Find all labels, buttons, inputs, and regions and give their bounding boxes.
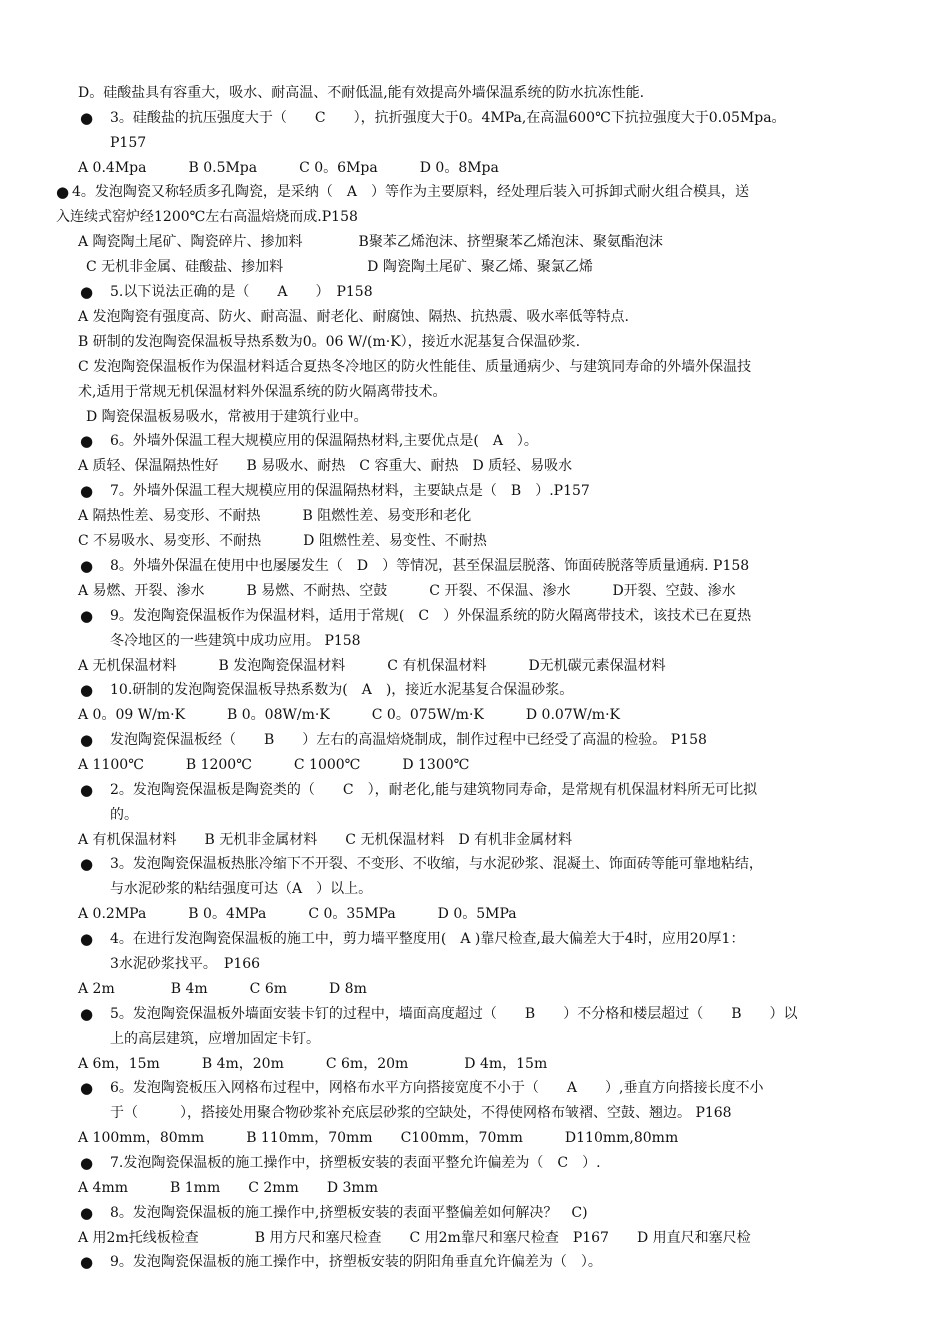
text-line: A 0.2MPa B 0。4MPa C 0。35MPa D 0。5MPa bbox=[78, 906, 517, 922]
text-line: A 6m，15m B 4m，20m C 6m，20m D 4m，15m bbox=[78, 1056, 548, 1072]
bullet-icon: ● bbox=[80, 781, 94, 799]
text-line: D 陶瓷保温板易吸水，常被用于建筑行业中。 bbox=[86, 409, 368, 425]
text-line: 于（ ），搭接处用聚合物砂浆补充底层砂浆的空缺处，不得使网格布皱褶、空鼓、翘边。 P168 bbox=[110, 1105, 732, 1121]
text-line: C 不易吸水、易变形、不耐热 D 阻燃性差、易变性、不耐热 bbox=[78, 533, 487, 549]
text-line: 8。外墙外保温在使用中也屡屡发生（ D ）等情况，甚至保温层脱落、饰面砖脱落等质量通病. P158 bbox=[110, 558, 750, 574]
bullet-icon: ● bbox=[80, 283, 94, 301]
text-line: A 陶瓷陶土尾矿、陶瓷碎片、掺加料 B聚苯乙烯泡沫、挤塑聚苯乙烯泡沫、聚氨酯泡沫 bbox=[78, 234, 663, 250]
bullet-icon: ● bbox=[80, 1204, 94, 1222]
text-line: 3水泥砂浆找平。 P166 bbox=[110, 956, 261, 972]
bullet-icon: ● bbox=[80, 731, 94, 749]
bullet-icon: ● bbox=[80, 1005, 94, 1023]
text-line: 4。在进行发泡陶瓷保温板的施工中，剪力墙平整度用( A )靠尺检查,最大偏差大于4时，应用20厚1： bbox=[110, 931, 745, 947]
text-line: A 2m B 4m C 6m D 8m bbox=[78, 981, 367, 997]
text-line: 冬冷地区的一些建筑中成功应用。 P158 bbox=[110, 633, 361, 649]
text-line: 2。发泡陶瓷保温板是陶瓷类的（ C ），耐老化,能与建筑物同寿命，是常规有机保温材料所无可比拟 bbox=[110, 782, 758, 798]
text-line: 入连续式窑炉经1200℃左右高温焙烧而成.P158 bbox=[56, 209, 358, 225]
bullet-icon: ● bbox=[80, 482, 94, 500]
bullet-icon: ● bbox=[80, 681, 94, 699]
text-line: D。硅酸盐具有容重大，吸水、耐高温、不耐低温,能有效提高外墙保温系统的防水抗冻性能. bbox=[78, 85, 645, 101]
text-line: 10.研制的发泡陶瓷保温板导热系数为( A )，接近水泥基复合保温砂浆。 bbox=[110, 682, 574, 698]
text-line: A 易燃、开裂、渗水 B 易燃、不耐热、空鼓 C 开裂、不保温、渗水 D开裂、空鼓、渗水 bbox=[78, 583, 736, 599]
bullet-icon: ● bbox=[80, 109, 94, 127]
text-line: A 有机保温材料 B 无机非金属材料 C 无机保温材料 D 有机非金属材料 bbox=[78, 832, 573, 848]
text-line: A 发泡陶瓷有强度高、防火、耐高温、耐老化、耐腐蚀、隔热、抗热震、吸水率低等特点. bbox=[78, 309, 630, 325]
text-line: 9。发泡陶瓷保温板的施工操作中，挤塑板安装的阴阳角垂直允许偏差为（ ）。 bbox=[110, 1254, 602, 1270]
text-line: 4。发泡陶瓷又称轻质多孔陶瓷，是采纳（ A ）等作为主要原料，经处理后装入可拆卸式耐火组合模具，送 bbox=[72, 184, 750, 200]
text-line: 6。发泡陶瓷板压入网格布过程中，网格布水平方向搭接宽度不小于（ A ）,垂直方向搭接长度不小 bbox=[110, 1080, 764, 1096]
text-line: 5。发泡陶瓷保温板外墙面安装卡钉的过程中，墙面高度超过（ B ）不分格和楼层超过（ B ）以 bbox=[110, 1006, 798, 1022]
text-line: 7。外墙外保温工程大规模应用的保温隔热材料，主要缺点是（ B ）.P157 bbox=[110, 483, 590, 499]
text-line: C 无机非金属、硅酸盐、掺加料 D 陶瓷陶土尾矿、聚乙烯、聚氯乙烯 bbox=[86, 259, 593, 275]
text-line: 3。发泡陶瓷保温板热胀冷缩下不开裂、不变形、不收缩，与水泥砂浆、混凝土、饰面砖等能可靠地粘结， bbox=[110, 856, 763, 872]
text-line: 6。外墙外保温工程大规模应用的保温隔热材料,主要优点是( A ）。 bbox=[110, 433, 538, 449]
text-line: 术,适用于常规无机保温材料外保温系统的防火隔离带技术。 bbox=[78, 384, 447, 400]
text-line: B 研制的发泡陶瓷保温板导热系数为0。06 W/(m·K），接近水泥基复合保温砂浆. bbox=[78, 334, 581, 350]
text-line: P157 bbox=[110, 135, 147, 151]
text-line: 与水泥砂浆的粘结强度可达（A ）以上。 bbox=[110, 881, 373, 897]
bullet-icon: ● bbox=[80, 930, 94, 948]
text-line: A 0。09 W/m·K B 0。08W/m·K C 0。075W/m·K D 0.07W/m·K bbox=[78, 707, 620, 723]
bullet-icon: ● bbox=[80, 855, 94, 873]
text-line: 8。发泡陶瓷保温板的施工操作中,挤塑板安装的表面平整偏差如何解决？ C) bbox=[110, 1205, 588, 1221]
bullet-icon: ● bbox=[80, 557, 94, 575]
bullet-icon: ● bbox=[80, 1079, 94, 1097]
text-line: A 4mm B 1mm C 2mm D 3mm bbox=[78, 1180, 378, 1196]
text-line: 7.发泡陶瓷保温板的施工操作中，挤塑板安装的表面平整允许偏差为（ C ）. bbox=[110, 1155, 601, 1171]
bullet-icon: ● bbox=[80, 432, 94, 450]
text-line: A 1100℃ B 1200℃ C 1000℃ D 1300℃ bbox=[78, 757, 470, 773]
bullet-icon: ● bbox=[80, 1253, 94, 1271]
text-line: 上的高层建筑，应增加固定卡钉。 bbox=[110, 1031, 320, 1047]
text-line: A 无机保温材料 B 发泡陶瓷保温材料 C 有机保温材料 D无机碳元素保温材料 bbox=[78, 658, 666, 674]
bullet-icon: ● bbox=[56, 183, 70, 201]
text-line: C 发泡陶瓷保温板作为保温材料适合夏热冬冷地区的防火性能佳、质量通病少、与建筑同寿命的外墙外保温技 bbox=[78, 359, 752, 375]
text-line: A 0.4Mpa B 0.5Mpa C 0。6Mpa D 0。8Mpa bbox=[78, 160, 499, 176]
text-line: A 用2m托线板检查 B 用方尺和塞尺检查 C 用2m靠尺和塞尺检查 P167 D 用直尺和塞尺检 bbox=[78, 1230, 751, 1246]
bullet-icon: ● bbox=[80, 1154, 94, 1172]
text-line: 发泡陶瓷保温板经（ B ）左右的高温焙烧制成，制作过程中已经受了高温的检验。 P158 bbox=[110, 732, 707, 748]
text-line: 的。 bbox=[110, 807, 138, 823]
text-line: A 质轻、保温隔热性好 B 易吸水、耐热 C 容重大、耐热 D 质轻、易吸水 bbox=[78, 458, 573, 474]
text-line: 9。发泡陶瓷保温板作为保温材料，适用于常规( C ）外保温系统的防火隔离带技术，该技术已在夏热 bbox=[110, 608, 752, 624]
text-line: A 隔热性差、易变形、不耐热 B 阻燃性差、易变形和老化 bbox=[78, 508, 472, 524]
text-line: 3。硅酸盐的抗压强度大于（ C ），抗折强度大于0。4MPa,在高温600℃下抗拉强度大于0.05Mpa。 bbox=[110, 110, 786, 126]
text-line: A 100mm，80mm B 110mm，70mm C100mm，70mm D110mm,80mm bbox=[78, 1130, 679, 1146]
text-line: 5.以下说法正确的是（ A ） P158 bbox=[110, 284, 373, 300]
bullet-icon: ● bbox=[80, 607, 94, 625]
